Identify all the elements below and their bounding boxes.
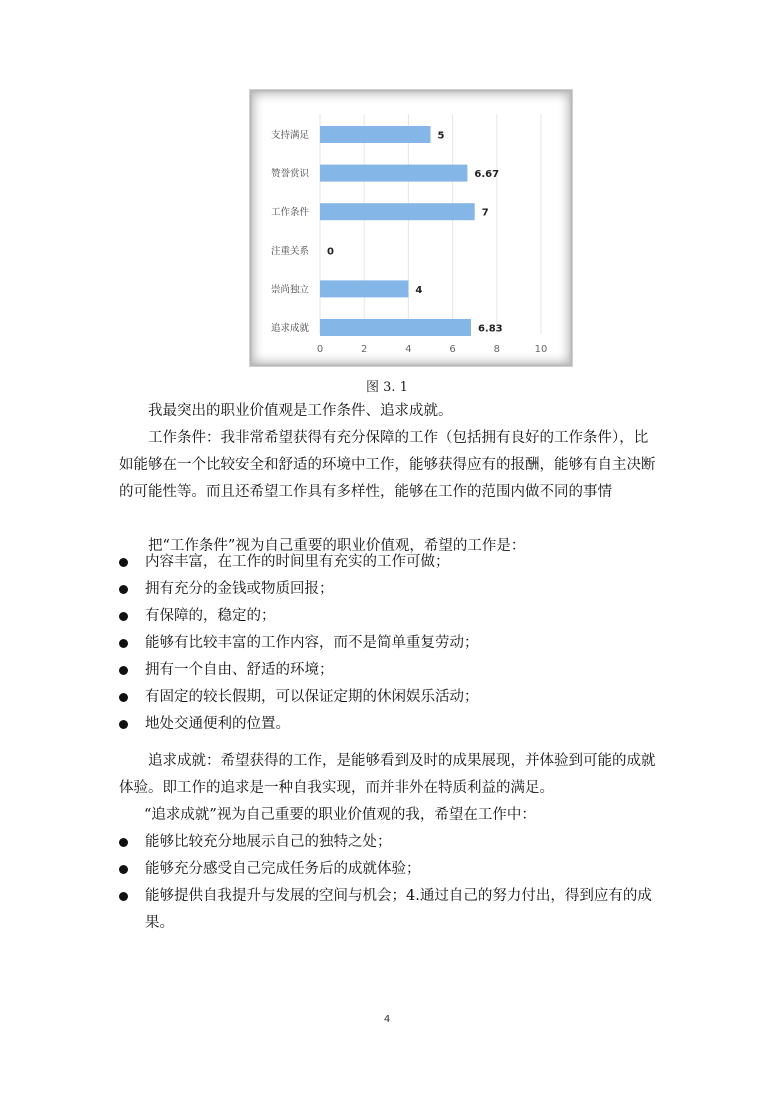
x-tick-label: 10 xyxy=(534,344,548,355)
bullet-dot-icon xyxy=(119,612,128,621)
x-tick-label: 2 xyxy=(361,344,368,355)
chart-svg xyxy=(250,90,574,368)
paragraph-achievement: 追求成就：希望获得的工作，是能够看到及时的成果展现，并体验到可能的成就体验。即工作的追求是一种自我实现，而并非外在特质利益的满足。 xyxy=(119,753,656,796)
bullet-dot-icon xyxy=(119,892,128,901)
paragraph-work-conditions: 工作条件：我非常希望获得有充分保障的工作（包括拥有良好的工作条件），比如能够在一个比较安全和舒适的环境中工作，能够获得应有的报酬，能够有自主决断的可能性等。而且还希望工作具有多样性，能够在工作的范围内做不同的事情 xyxy=(119,430,656,500)
bullet-dot-icon xyxy=(119,720,128,729)
bar xyxy=(320,203,475,220)
bullet-text: 能够比较充分地展示自己的独特之处； xyxy=(145,834,392,850)
value-label: 5 xyxy=(437,130,445,142)
paragraph-summary: 我最突出的职业价值观是工作条件、追求成就。 xyxy=(148,403,453,419)
value-label: 6.83 xyxy=(477,323,503,335)
value-label: 6.67 xyxy=(474,169,500,181)
bar-chart xyxy=(249,89,573,367)
value-label: 4 xyxy=(415,284,423,296)
category-label: 工作条件 xyxy=(270,207,309,219)
category-label: 注重关系 xyxy=(270,245,309,257)
x-tick-label: 8 xyxy=(493,344,500,355)
x-tick-label: 0 xyxy=(316,344,324,355)
bar xyxy=(320,280,408,297)
value-label: 7 xyxy=(481,207,489,219)
x-tick-label: 6 xyxy=(449,344,456,355)
x-tick-label: 4 xyxy=(405,344,412,355)
paragraph-work-conditions-intro: 把“工作条件”视为自己重要的职业价值观，希望的工作是： xyxy=(148,538,526,554)
figure-caption: 图 3. 1 xyxy=(366,380,408,395)
bullet-text: 内容丰富，在工作的时间里有充实的工作可做； xyxy=(145,554,450,570)
bullet-text: 能够提供自我提升与发展的空间与机会；4.通过自己的努力付出，得到应有的成果。 xyxy=(145,888,652,931)
bullet-text: 能够有比较丰富的工作内容，而不是简单重复劳动； xyxy=(145,635,479,651)
bullet-text: 拥有充分的金钱或物质回报； xyxy=(145,581,334,597)
category-label: 追求成就 xyxy=(270,323,309,334)
bullet-dot-icon xyxy=(119,865,128,874)
bullet-dot-icon xyxy=(119,585,128,594)
bullet-dot-icon xyxy=(119,639,128,648)
category-label: 赞誉赏识 xyxy=(270,168,309,180)
bar xyxy=(320,165,467,182)
bullet-dot-icon xyxy=(119,838,128,847)
bar xyxy=(320,319,471,336)
bullet-dot-icon xyxy=(119,558,128,567)
category-label: 崇尚独立 xyxy=(270,284,309,296)
paragraph-achievement-intro: “追求成就”视为自己重要的职业价值观的我，希望在工作中： xyxy=(144,807,536,823)
value-label: 0 xyxy=(327,246,334,258)
bullet-dot-icon xyxy=(119,693,128,702)
bullet-text: 有固定的较长假期，可以保证定期的休闲娱乐活动； xyxy=(145,689,479,705)
bullet-text: 地处交通便利的位置。 xyxy=(145,716,290,732)
bar xyxy=(320,126,431,143)
bullet-text: 拥有一个自由、舒适的环境； xyxy=(145,662,334,678)
bullet-text: 有保障的，稳定的； xyxy=(145,608,276,624)
category-label: 支持满足 xyxy=(270,130,309,141)
page-number: 4 xyxy=(383,1014,391,1025)
bullet-text: 能够充分感受自己完成任务后的成就体验； xyxy=(145,861,421,877)
bullet-dot-icon xyxy=(119,666,128,675)
